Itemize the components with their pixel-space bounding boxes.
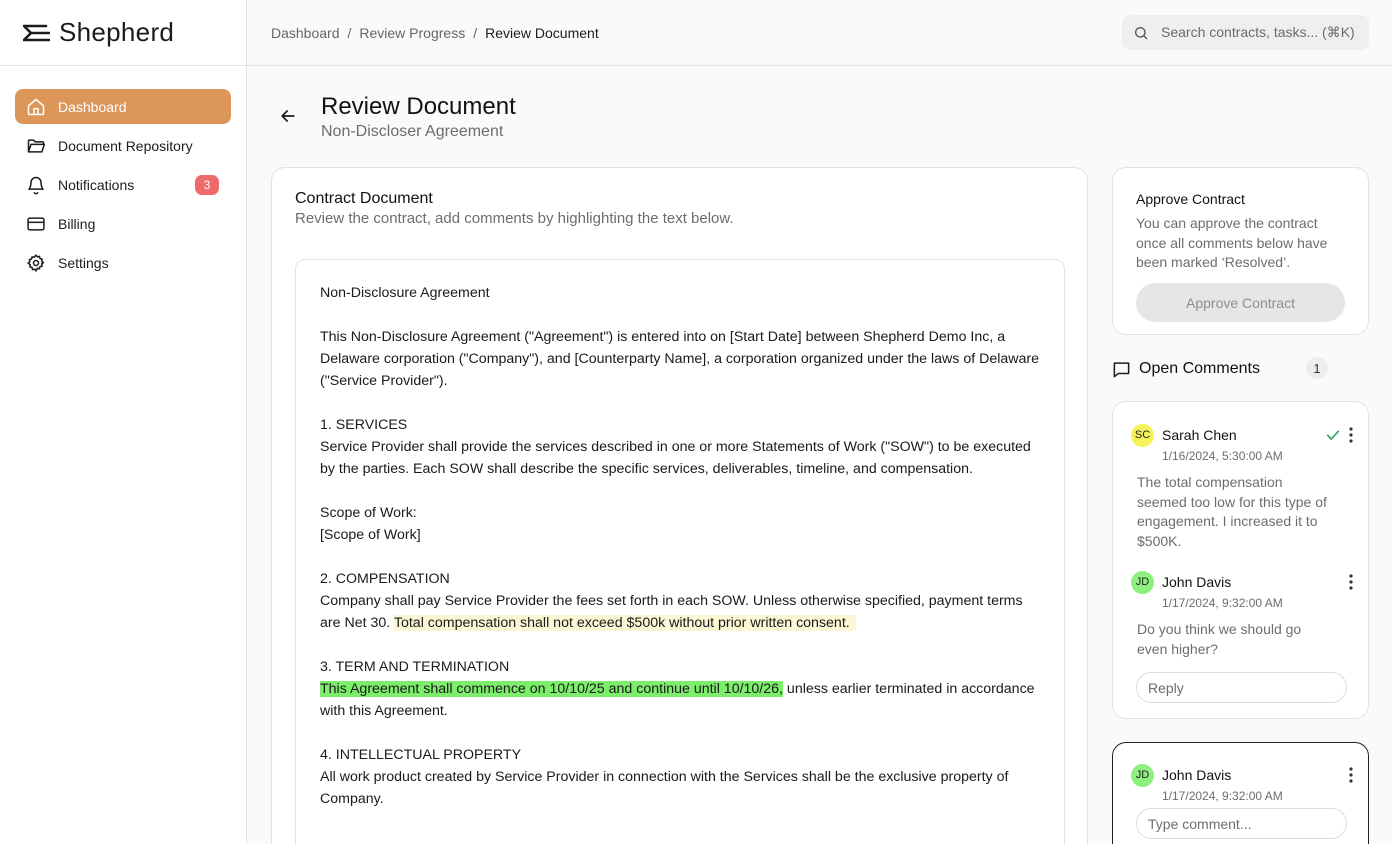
section-body: Service Provider shall provide the services described in one or more Statements of Work ("SOW") to be executed by the parties. Each SOW shall describe the specific services, deliverables, timeline, and compensation. (320, 439, 1031, 477)
sidebar-item-label: Billing (58, 215, 96, 232)
sidebar-item-billing[interactable] (15, 206, 231, 241)
comment (1131, 570, 1353, 659)
resolve-check-icon[interactable] (1325, 427, 1341, 443)
sidebar-nav (0, 66, 246, 280)
topbar (247, 0, 1392, 66)
comment (1131, 423, 1353, 551)
gear-icon (26, 253, 46, 273)
section-body: Company shall pay Service Provider the fees set forth in each SOW. Unless otherwise specified, payment terms are Net 30. (320, 593, 1023, 631)
highlighted-text-commented[interactable]: Total compensation shall not exceed $500k without prior written consent. (394, 615, 856, 631)
contract-text[interactable] (295, 259, 1065, 844)
scope-value: [Scope of Work] (320, 527, 421, 543)
more-options-icon[interactable] (1349, 427, 1353, 443)
comment-timestamp: 1/16/2024, 5:30:00 AM (1162, 449, 1283, 463)
sidebar (0, 0, 247, 844)
breadcrumb-dashboard[interactable]: Dashboard (271, 25, 340, 41)
approve-contract-description: You can approve the contract once all comments below have been marked ‘Resolved’. (1136, 215, 1328, 270)
approve-contract-card (1112, 167, 1369, 335)
scope-label: Scope of Work: (320, 505, 417, 521)
more-options-icon[interactable] (1349, 767, 1353, 783)
section-scope (320, 502, 1040, 546)
section-compensation (320, 568, 1040, 634)
type-comment-input[interactable] (1136, 808, 1347, 839)
back-arrow-icon[interactable] (278, 106, 298, 126)
contract-document-description: Review the contract, add comments by highlighting the text below. (295, 210, 734, 227)
type-comment-placeholder: Type comment... (1148, 815, 1252, 832)
section-title: 3. TERM AND TERMINATION (320, 659, 510, 675)
home-icon (26, 97, 46, 117)
page-subtitle: Non-Discloser Agreement (321, 123, 504, 140)
sidebar-item-document-repository[interactable] (15, 128, 231, 163)
sidebar-item-notifications[interactable] (15, 167, 231, 202)
sidebar-item-label: Dashboard (58, 98, 127, 115)
bell-icon (26, 175, 46, 195)
section-services (320, 414, 1040, 480)
approve-contract-button[interactable]: Approve Contract (1136, 283, 1345, 322)
reply-placeholder: Reply (1148, 679, 1184, 696)
breadcrumb-review-progress[interactable]: Review Progress (359, 25, 466, 41)
comment-author: John Davis (1162, 574, 1232, 590)
contract-document-title: Contract Document (295, 190, 433, 207)
comment-body: The total compensation seemed too low for this type of engagement. I increased it to $500K. (1137, 474, 1327, 549)
notification-count-badge: 3 (195, 175, 219, 195)
more-options-icon[interactable] (1349, 574, 1353, 590)
shepherd-logo-icon (23, 24, 50, 42)
approve-contract-title: Approve Contract (1136, 191, 1245, 207)
credit-card-icon (26, 214, 46, 234)
new-comment-thread[interactable] (1112, 742, 1369, 844)
sidebar-item-dashboard[interactable] (15, 89, 231, 124)
search-input[interactable] (1122, 15, 1369, 50)
brand[interactable] (0, 0, 246, 66)
search-icon (1133, 25, 1149, 41)
document-heading: Non-Disclosure Agreement (320, 285, 490, 301)
section-term (320, 656, 1040, 722)
breadcrumb-current: Review Document (485, 25, 599, 41)
comment-icon (1112, 360, 1131, 379)
sidebar-item-label: Document Repository (58, 137, 193, 154)
comment-body: Do you think we should go even higher? (1137, 621, 1302, 657)
comment-thread[interactable] (1112, 401, 1369, 719)
reply-input[interactable] (1136, 672, 1347, 703)
search-placeholder: Search contracts, tasks... (⌘K) (1161, 24, 1355, 40)
highlighted-text-selected[interactable]: This Agreement shall commence on 10/10/25 and continue until 10/10/26, (320, 681, 783, 697)
section-body: unless earlier terminated in accordance with this Agreement. (320, 681, 1035, 719)
document-intro: This Non-Disclosure Agreement ("Agreement") is entered into on [Start Date] between Shepherd Demo Inc, a Delaware corporation ("Company"), and [Counterparty Name], a corporation organized under the laws of Delaware ("Service Provider"). (320, 329, 1040, 389)
comment-author: Sarah Chen (1162, 427, 1237, 443)
sidebar-item-label: Notifications (58, 176, 135, 193)
section-title: 4. INTELLECTUAL PROPERTY (320, 747, 522, 763)
section-body: All work product created by Service Provider in connection with the Services shall be the exclusive property of Company. (320, 769, 1009, 807)
avatar: JD (1131, 764, 1154, 787)
section-title: 2. COMPENSATION (320, 571, 450, 587)
open-comments-count: 1 (1306, 357, 1328, 379)
section-ip (320, 744, 1040, 810)
contract-document-card (271, 167, 1088, 844)
comment-timestamp: 1/17/2024, 9:32:00 AM (1162, 596, 1283, 610)
avatar: SC (1131, 424, 1154, 447)
page-title: Review Document (321, 93, 516, 120)
comment-timestamp: 1/17/2024, 9:32:00 AM (1162, 789, 1283, 803)
open-comments-title: Open Comments (1139, 360, 1260, 377)
breadcrumb-separator: / (473, 25, 478, 41)
sidebar-item-label: Settings (58, 254, 109, 271)
avatar: JD (1131, 571, 1154, 594)
breadcrumb-separator: / (347, 25, 352, 41)
folder-icon (26, 136, 46, 156)
comment (1131, 763, 1353, 803)
breadcrumb (271, 25, 599, 41)
open-comments-header (1112, 357, 1369, 381)
section-title: 1. SERVICES (320, 417, 408, 433)
brand-name: Shepherd (59, 17, 175, 47)
comment-author: John Davis (1162, 767, 1232, 783)
sidebar-item-settings[interactable] (15, 245, 231, 280)
